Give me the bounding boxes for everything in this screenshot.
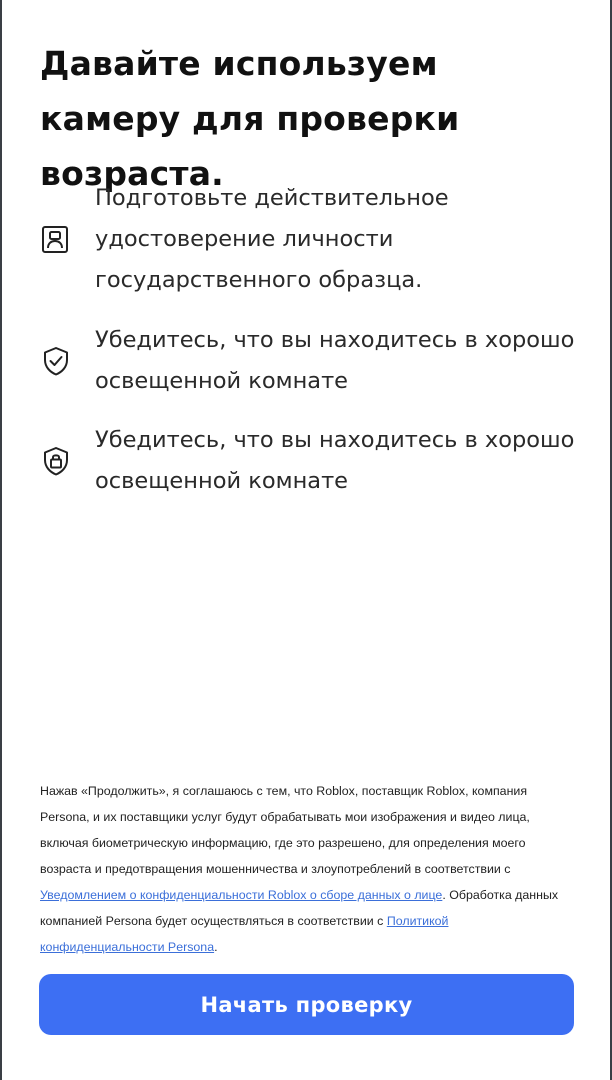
page-title: Давайте используем камеру для проверки возраста. — [40, 44, 460, 193]
start-verification-button[interactable]: Начать проверку — [39, 974, 574, 1035]
persona-privacy-policy-link[interactable]: Политикой конфиденциальности Persona — [40, 914, 449, 954]
shield-lock-icon — [40, 445, 72, 477]
step-item-privacy — [40, 420, 580, 505]
shield-check-icon — [40, 345, 72, 377]
consent-text — [40, 778, 575, 960]
consent-text-part: . Обработка данных компанией Persona будет осуществляться в соответствии с — [40, 888, 559, 928]
id-card-icon — [40, 224, 72, 256]
step-item-id — [40, 178, 580, 303]
consent-text-part: . — [214, 940, 218, 954]
step-text: Убедитесь, что вы находитесь в хорошо освещенной комнате — [95, 427, 575, 494]
consent-text-part: Нажав «Продолжить», я соглашаюсь с тем, что Roblox, поставщик Roblox, компания Persona, и их поставщики услуг будут обрабатывать мои изображения и видео лица, включая биометрическую информацию, где это разрешено, для определения моего возраста и предотвращения мошенничества и злоупотреблений в соответствии с — [40, 784, 530, 876]
step-text: Подготовьте действительное удостоверение личности государственного образца. — [95, 185, 449, 293]
step-item-lighting — [40, 320, 580, 405]
window-border-left — [0, 0, 2, 1080]
roblox-privacy-notice-link[interactable]: Уведомлением о конфиденциальности Roblox о сборе данных о лице — [40, 888, 443, 902]
step-text: Убедитесь, что вы находитесь в хорошо освещенной комнате — [95, 327, 575, 394]
